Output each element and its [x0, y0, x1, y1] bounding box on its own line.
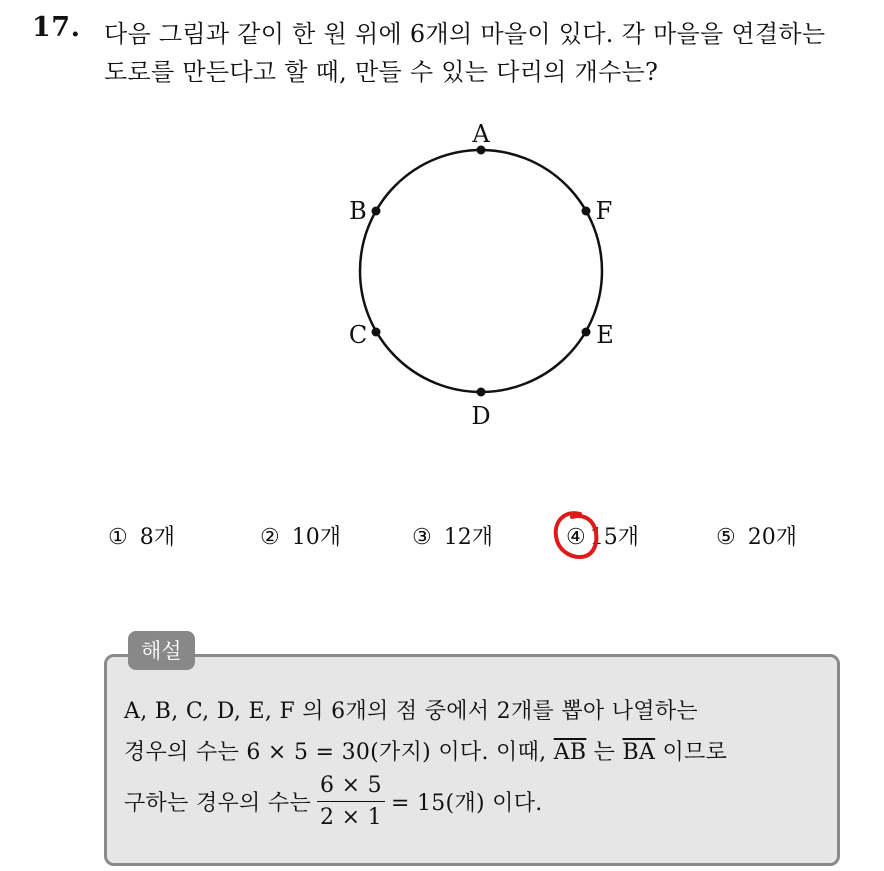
segment-ab: $\overline{AB}$ [553, 740, 587, 765]
label-e: E [596, 321, 614, 349]
choice-4-text: 15개 [589, 525, 639, 550]
circle-figure [330, 115, 650, 435]
solution-line-2 [124, 735, 727, 766]
label-d: D [471, 402, 491, 430]
choice-3-symbol: ③ [412, 525, 432, 550]
question-text-line-2: 도로를 만든다고 할 때, 만들 수 있는 다리의 개수는? [104, 58, 659, 86]
circle-outline [360, 150, 602, 392]
solution-tag: 해설 [128, 631, 195, 670]
choice-5-symbol: ⑤ [716, 525, 736, 550]
choice-1-symbol: ① [108, 525, 128, 550]
question-number: 17. [32, 12, 81, 43]
solution-line-3-start: 구하는 경우의 수는 [124, 791, 312, 816]
choice-1[interactable] [108, 520, 175, 551]
label-a: A [472, 120, 490, 148]
segment-ba: $\overline{BA}$ [622, 740, 656, 765]
label-f: F [595, 197, 613, 225]
choice-3-text: 12개 [443, 525, 493, 550]
solution-line-3 [124, 773, 543, 830]
solution-line-1: A, B, C, D, E, F 의 6개의 점 중에서 2개를 뽑아 나열하는 [124, 699, 698, 724]
point-e [582, 328, 591, 337]
solution-line-2-end: 이므로 [655, 740, 728, 765]
point-d [477, 388, 486, 397]
choice-4-symbol: ④ [566, 525, 586, 550]
point-b [372, 207, 381, 216]
choice-3[interactable] [412, 520, 493, 551]
answer-mark-circle [550, 508, 602, 564]
fraction-denominator: 2 × 1 [320, 805, 382, 830]
solution-line-3-end: = 15(개) 이다. [390, 791, 543, 816]
choice-2-symbol: ② [260, 525, 280, 550]
point-f [582, 207, 591, 216]
choice-2[interactable] [260, 520, 341, 551]
solution-line-2-mid: 는 [586, 740, 623, 765]
label-c: C [348, 321, 368, 349]
choice-1-text: 8개 [139, 525, 175, 550]
choice-5[interactable] [716, 520, 797, 551]
question-text-line-1: 다음 그림과 같이 한 원 위에 6개의 마을이 있다. 각 마을을 연결하는 [104, 20, 826, 48]
fraction [317, 773, 385, 830]
choice-5-text: 20개 [747, 525, 797, 550]
choice-2-text: 10개 [291, 525, 341, 550]
point-c [372, 328, 381, 337]
fraction-numerator: 6 × 5 [317, 773, 385, 802]
label-b: B [349, 197, 367, 225]
solution-line-2-start: 경우의 수는 6 × 5 = 30(가지) 이다. 이때, [124, 740, 554, 765]
